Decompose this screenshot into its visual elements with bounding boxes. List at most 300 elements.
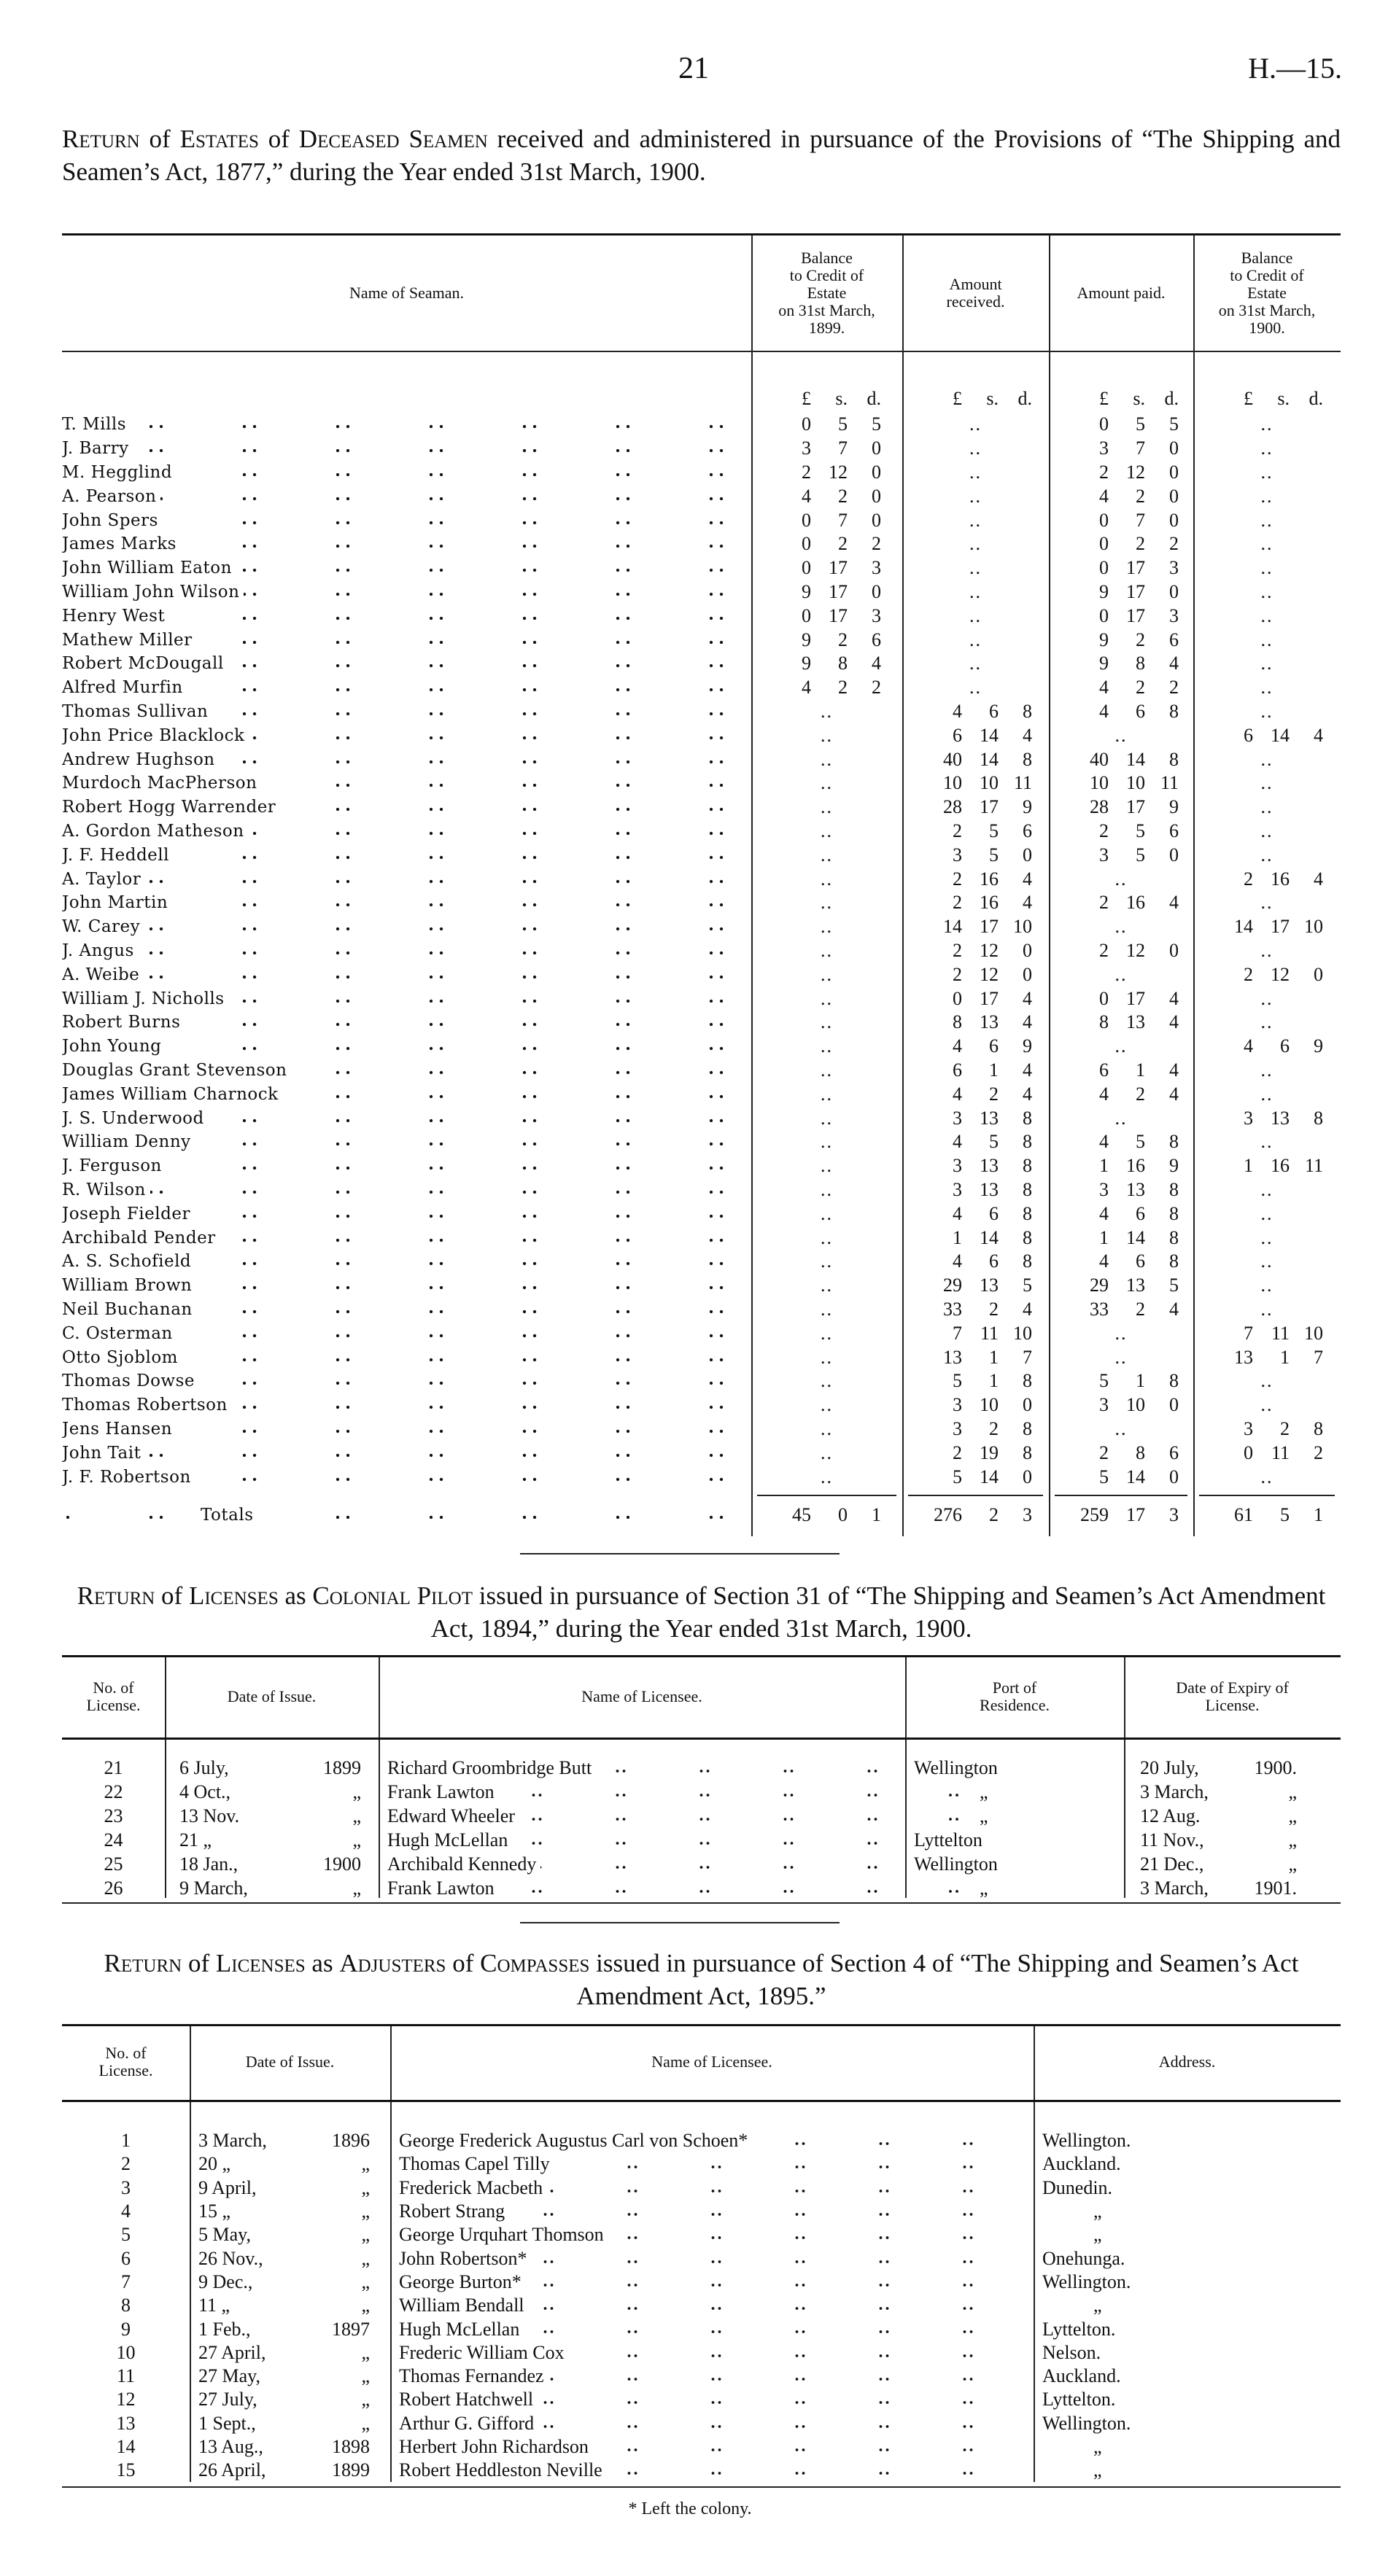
pounds: 0 <box>953 987 962 1009</box>
pence: 4 <box>1023 1298 1032 1320</box>
pounds: 29 <box>943 1275 962 1296</box>
shillings: 2 <box>989 1504 999 1525</box>
title-segment: received and administered in pursuance of the Provisions of “The Shipping and Seamen’s Act, 1877,” during the Year ended 31st March, 1900. <box>62 125 1341 186</box>
shillings: 5 <box>1136 413 1145 435</box>
title-segment: issued in pursuance of Section 4 of “The Shipping and Seamen’s Act Amendment Act, 1895.” <box>576 1949 1299 2010</box>
empty-amount: .. <box>1260 580 1274 602</box>
pounds: 3 <box>1099 1178 1109 1200</box>
licensee-name: John Robertson* <box>399 2248 532 2270</box>
issue-day-month: 6 July, <box>179 1756 229 1778</box>
port-of-residence: „ <box>980 1781 993 1803</box>
license-number: 13 <box>116 2412 136 2434</box>
expiry-year: 1901. <box>1254 1877 1297 1899</box>
pence: 4 <box>1169 1083 1179 1105</box>
empty-amount: .. <box>1260 700 1274 722</box>
pounds: 3 <box>953 1107 962 1129</box>
unit-label: d. <box>1309 388 1323 409</box>
pence: 2 <box>1314 1441 1323 1463</box>
shillings: 1 <box>989 1346 999 1368</box>
pounds: 3 <box>953 844 962 865</box>
issue-day-month: 13 Aug., <box>198 2436 263 2458</box>
pounds: 29 <box>1090 1275 1109 1296</box>
empty-amount: .. <box>821 1275 833 1296</box>
licensee-name: Frank Lawton <box>387 1877 499 1899</box>
empty-amount: .. <box>1115 1346 1128 1368</box>
licensee-name-cell <box>390 2247 1034 2270</box>
pounds: 0 <box>802 604 811 626</box>
pence: 4 <box>1023 868 1032 890</box>
empty-amount: .. <box>821 1083 833 1105</box>
pence: 8 <box>1169 1370 1179 1392</box>
unit-label: s. <box>1133 388 1145 409</box>
license-number: 7 <box>121 2270 131 2292</box>
shillings: 17 <box>1271 916 1290 938</box>
pounds: 7 <box>953 1322 962 1344</box>
empty-amount: .. <box>1260 437 1274 459</box>
pounds: 3 <box>953 1178 962 1200</box>
issue-year: 1896 <box>332 2130 370 2152</box>
title-segment: Compasses <box>480 1949 590 1977</box>
shillings: 14 <box>1271 724 1290 746</box>
pence: 0 <box>1023 939 1032 961</box>
pence: 10 <box>1304 1322 1323 1344</box>
shillings: 5 <box>989 820 999 841</box>
pounds: 9 <box>802 629 811 650</box>
pounds: 3 <box>953 1155 962 1177</box>
pounds: 3 <box>1099 1394 1109 1416</box>
date-of-issue <box>190 2176 390 2200</box>
pounds: 5 <box>953 1370 962 1392</box>
empty-amount: .. <box>821 916 833 938</box>
issue-year: 1900 <box>323 1853 361 1875</box>
seaman-name: Douglas Grant Stevenson <box>62 1061 291 1080</box>
pence: 5 <box>1169 413 1179 435</box>
seaman-name: J. Angus <box>62 941 139 960</box>
seaman-name: A. Weibe <box>62 965 144 984</box>
empty-amount: .. <box>821 748 833 770</box>
pounds: 4 <box>1099 700 1109 722</box>
pounds: 4 <box>953 1083 962 1105</box>
pence: 0 <box>1169 580 1179 602</box>
pence: 3 <box>872 604 881 626</box>
address <box>1034 2388 1341 2411</box>
pounds: 8 <box>953 1011 962 1033</box>
pounds: 4 <box>1099 1250 1109 1272</box>
pence: 1 <box>1314 1504 1323 1525</box>
expiry-year: „ <box>1288 1853 1297 1875</box>
shillings: 17 <box>1126 604 1145 626</box>
seaman-name: Archibald Pender <box>62 1229 220 1248</box>
address <box>1034 2435 1341 2459</box>
issue-year: „ <box>361 2365 370 2387</box>
address <box>1034 2129 1341 2152</box>
pence: 10 <box>1013 916 1032 938</box>
empty-amount: .. <box>969 580 982 602</box>
pence: 0 <box>872 461 881 483</box>
pounds: 40 <box>1090 748 1109 770</box>
pence: 0 <box>872 485 881 507</box>
pence: 0 <box>1023 1466 1032 1487</box>
pence: 4 <box>1314 724 1323 746</box>
header-col-1: Date of Issue. <box>245 2052 335 2071</box>
licensee-name-cell <box>390 2129 1034 2152</box>
pounds: 4 <box>953 1250 962 1272</box>
pence: 5 <box>1023 1275 1032 1296</box>
title-segment: of <box>139 125 180 153</box>
shillings: 13 <box>980 1155 999 1177</box>
pence: 0 <box>872 437 881 459</box>
address-text: Onehunga. <box>1042 2247 1125 2269</box>
table-row <box>62 2412 1341 2435</box>
shillings: 17 <box>980 916 999 938</box>
shillings: 17 <box>1126 1504 1145 1525</box>
header-col-1: Date of Issue. <box>227 1687 317 1705</box>
pounds: 5 <box>1099 1370 1109 1392</box>
header-bal1899: Balance to Credit of Estate on 31st March, 1899. <box>778 249 875 337</box>
licensee-name-cell <box>390 2294 1034 2317</box>
issue-year: „ <box>361 2341 370 2363</box>
unit-label: £ <box>1244 388 1253 409</box>
licensee-name: Archibald Kennedy <box>387 1853 540 1875</box>
pounds: 3 <box>1099 844 1109 865</box>
pence: 8 <box>1023 1417 1032 1439</box>
pence: 8 <box>1169 1202 1179 1224</box>
shillings: 2 <box>838 533 848 555</box>
expiry-day-month: 3 March, <box>1140 1781 1209 1802</box>
pence: 7 <box>1314 1346 1323 1368</box>
pounds: 0 <box>1244 1441 1253 1463</box>
issue-year: 1897 <box>332 2318 370 2340</box>
pence: 5 <box>1169 1275 1179 1296</box>
address-text: Auckland. <box>1042 2153 1121 2175</box>
unit-label: £ <box>802 388 811 409</box>
shillings: 14 <box>980 748 999 770</box>
pounds: 2 <box>953 1441 962 1463</box>
empty-amount: .. <box>821 1298 833 1320</box>
empty-amount: .. <box>821 1107 833 1129</box>
table-row <box>62 2247 1341 2270</box>
pounds: 6 <box>1244 724 1253 746</box>
pence: 4 <box>1023 1083 1032 1105</box>
pounds: 5 <box>953 1466 962 1487</box>
shillings: 13 <box>1126 1275 1145 1296</box>
shillings: 2 <box>1136 533 1145 555</box>
empty-amount: .. <box>1260 892 1274 914</box>
empty-amount: .. <box>821 963 833 985</box>
pence: 2 <box>1169 533 1179 555</box>
empty-amount: .. <box>969 533 982 555</box>
pence: 6 <box>1169 820 1179 841</box>
table-row <box>62 2223 1341 2246</box>
address <box>1034 2247 1341 2270</box>
pounds: 13 <box>1234 1346 1253 1368</box>
empty-amount: .. <box>821 1466 833 1487</box>
seaman-name: A. Taylor <box>62 870 145 889</box>
empty-amount: .. <box>969 604 982 626</box>
shillings: 14 <box>980 724 999 746</box>
pounds: 7 <box>1244 1322 1253 1344</box>
title-segment: Licenses <box>188 1581 279 1610</box>
pence: 8 <box>1023 1202 1032 1224</box>
pence: 4 <box>1169 1011 1179 1033</box>
shillings: 5 <box>1136 1131 1145 1153</box>
empty-amount: .. <box>1260 461 1274 483</box>
empty-amount: .. <box>1115 1035 1128 1057</box>
license-number: 25 <box>104 1853 123 1875</box>
issue-year: „ <box>361 2153 370 2175</box>
shillings: 16 <box>980 892 999 914</box>
unit-label: £ <box>1099 388 1109 409</box>
empty-amount: .. <box>1260 844 1274 865</box>
empty-amount: .. <box>1115 1107 1128 1129</box>
issue-day-month: 9 April, <box>198 2176 257 2198</box>
title-segment: of <box>446 1949 481 1977</box>
licensee-name: George Urquhart Thomson <box>399 2224 608 2246</box>
pounds: 259 <box>1080 1504 1109 1525</box>
issue-year: 1899 <box>323 1756 361 1778</box>
shillings: 11 <box>1271 1322 1290 1344</box>
shillings: 12 <box>1271 963 1290 985</box>
issue-day-month: 11 „ <box>198 2295 230 2316</box>
issue-day-month: 21 „ <box>179 1829 212 1851</box>
totals-label: Totals <box>201 1506 258 1525</box>
issue-day-month: 15 „ <box>198 2201 231 2222</box>
pounds: 4 <box>953 700 962 722</box>
pounds: 5 <box>1099 1466 1109 1487</box>
seaman-name: John Price Blacklock <box>62 726 249 745</box>
seaman-name: James William Charnock <box>62 1085 283 1104</box>
pence: 8 <box>1023 1155 1032 1177</box>
shillings: 17 <box>829 580 848 602</box>
date-of-issue <box>190 2247 390 2270</box>
license-number: 24 <box>104 1829 123 1851</box>
pounds: 8 <box>1099 1011 1109 1033</box>
shillings: 17 <box>829 557 848 579</box>
pounds: 2 <box>802 461 811 483</box>
expiry-year: „ <box>1288 1829 1297 1851</box>
shillings: 5 <box>1136 844 1145 865</box>
shillings: 13 <box>980 1178 999 1200</box>
licensee-name: Hugh McLellan <box>399 2319 524 2340</box>
shillings: 2 <box>1136 485 1145 507</box>
pounds: 4 <box>1099 677 1109 699</box>
address <box>1034 2412 1341 2435</box>
unit-label: d. <box>1017 388 1032 409</box>
seaman-name: James Marks <box>62 534 181 553</box>
seaman-name: John Martin <box>62 893 172 912</box>
pounds: 3 <box>953 1417 962 1439</box>
empty-amount: .. <box>969 437 982 459</box>
title-segment: of <box>155 1581 189 1610</box>
address <box>1034 2294 1341 2317</box>
title-segment: of <box>258 125 299 153</box>
shillings: 2 <box>1280 1417 1290 1439</box>
empty-amount: .. <box>969 653 982 674</box>
licensee-name: Robert Heddleston Neville <box>399 2459 607 2481</box>
seaman-name: Robert Burns <box>62 1013 185 1032</box>
address-text: Wellington. <box>1042 2412 1131 2434</box>
pounds: 9 <box>802 653 811 674</box>
issue-day-month: 27 July, <box>198 2389 257 2410</box>
table-row <box>62 2152 1341 2176</box>
title-segment: Return <box>62 125 140 153</box>
empty-amount: .. <box>1260 653 1274 674</box>
pence: 4 <box>1023 987 1032 1009</box>
pounds: 1 <box>1099 1155 1109 1177</box>
shillings: 1 <box>989 1370 999 1392</box>
pounds: 2 <box>953 939 962 961</box>
shillings: 12 <box>1126 939 1145 961</box>
empty-amount: .. <box>1260 1131 1274 1153</box>
pence: 0 <box>1169 939 1179 961</box>
empty-amount: .. <box>821 796 833 818</box>
shillings: 5 <box>1136 820 1145 841</box>
pounds: 2 <box>953 820 962 841</box>
pounds: 28 <box>943 796 962 818</box>
empty-amount: .. <box>1260 1370 1274 1392</box>
empty-amount: .. <box>1260 1226 1274 1248</box>
expiry-day-month: 11 Nov., <box>1140 1829 1204 1851</box>
pounds: 45 <box>792 1504 811 1525</box>
pence: 6 <box>872 629 881 650</box>
empty-amount: .. <box>1115 963 1128 985</box>
pounds: 4 <box>802 677 811 699</box>
shillings: 6 <box>1280 1035 1290 1057</box>
table-row <box>62 2317 1341 2340</box>
pounds: 0 <box>802 509 811 531</box>
pence: 0 <box>1169 461 1179 483</box>
issue-year: „ <box>352 1781 361 1802</box>
licensee-name: George Frederick Augustus Carl von Schoen* <box>399 2130 752 2152</box>
pence: 8 <box>1023 1107 1032 1129</box>
pounds: 4 <box>1099 485 1109 507</box>
address <box>1034 2200 1341 2223</box>
address-text: Lyttelton. <box>1042 2318 1116 2340</box>
address-text: Auckland. <box>1042 2365 1121 2387</box>
shillings: 13 <box>980 1275 999 1296</box>
shillings: 17 <box>1126 987 1145 1009</box>
empty-amount: .. <box>1260 1011 1274 1033</box>
empty-amount: .. <box>821 1417 833 1439</box>
issue-day-month: 13 Nov. <box>179 1805 240 1826</box>
seaman-name: J. Barry <box>62 439 133 458</box>
address-text: Nelson. <box>1042 2341 1101 2363</box>
address-text: „ <box>1093 2201 1102 2222</box>
license-number: 26 <box>104 1877 123 1899</box>
unit-label: £ <box>953 388 962 409</box>
pounds: 4 <box>1099 1202 1109 1224</box>
table-row <box>62 2388 1341 2411</box>
seaman-name: William John Wilson <box>62 583 244 602</box>
licensee-name-cell <box>390 2365 1034 2388</box>
shillings: 1 <box>1280 1346 1290 1368</box>
shillings: 2 <box>1136 1083 1145 1105</box>
header-paid: Amount paid. <box>1077 284 1166 302</box>
empty-amount: .. <box>1115 868 1128 890</box>
seaman-name: William Denny <box>62 1132 195 1151</box>
issue-year: „ <box>352 1829 361 1851</box>
seaman-name: John Spers <box>62 511 163 530</box>
unit-label: s. <box>986 388 999 409</box>
shillings: 2 <box>989 1298 999 1320</box>
seaman-name: J. F. Robertson <box>62 1468 195 1487</box>
shillings: 17 <box>829 604 848 626</box>
seaman-name: Thomas Dowse <box>62 1371 199 1390</box>
licensee-name: Edward Wheeler <box>387 1805 519 1827</box>
header-col-2: Name of Licensee. <box>651 2052 772 2071</box>
issue-day-month: 5 May, <box>198 2224 251 2246</box>
shillings: 2 <box>838 629 848 650</box>
seaman-name: Thomas Sullivan <box>62 702 212 721</box>
pounds: 0 <box>1099 533 1109 555</box>
shillings: 6 <box>989 1202 999 1224</box>
shillings: 16 <box>1271 1155 1290 1177</box>
shillings: 5 <box>1280 1504 1290 1525</box>
date-of-issue <box>190 2152 390 2176</box>
pounds: 3 <box>1099 437 1109 459</box>
seaman-name: Jens Hansen <box>62 1420 177 1439</box>
pounds: 13 <box>943 1346 962 1368</box>
date-of-issue <box>190 2435 390 2459</box>
shillings: 2 <box>989 1083 999 1105</box>
licensee-name-cell <box>390 2412 1034 2435</box>
pounds: 2 <box>1244 963 1253 985</box>
pounds: 33 <box>1090 1298 1109 1320</box>
empty-amount: .. <box>821 1178 833 1200</box>
issue-year: „ <box>361 2270 370 2292</box>
date-of-issue <box>190 2294 390 2317</box>
pence: 4 <box>1169 1059 1179 1081</box>
issue-day-month: 27 May, <box>198 2365 260 2387</box>
empty-amount: .. <box>821 868 833 890</box>
shillings: 7 <box>838 437 848 459</box>
licensee-name-cell <box>390 2176 1034 2200</box>
shillings: 13 <box>980 1107 999 1129</box>
shillings: 7 <box>838 509 848 531</box>
shillings: 2 <box>1136 677 1145 699</box>
header-col-0: No. of License. <box>86 1678 141 1714</box>
pounds: 4 <box>953 1202 962 1224</box>
pounds: 40 <box>943 748 962 770</box>
date-of-issue <box>190 2223 390 2246</box>
empty-amount: .. <box>969 485 982 507</box>
table-row <box>62 2129 1341 2152</box>
empty-amount: .. <box>821 724 833 746</box>
expiry-day-month: 12 Aug. <box>1140 1805 1201 1826</box>
shillings: 6 <box>1136 1250 1145 1272</box>
license-number: 23 <box>104 1805 123 1826</box>
pence: 8 <box>1314 1107 1323 1129</box>
pence: 7 <box>1023 1346 1032 1368</box>
seaman-name: William Brown <box>62 1276 196 1295</box>
shillings: 17 <box>1126 580 1145 602</box>
empty-amount: .. <box>821 1131 833 1153</box>
shillings: 12 <box>829 461 848 483</box>
issue-day-month: 18 Jan., <box>179 1853 239 1875</box>
expiry-year: „ <box>1288 1781 1297 1802</box>
issue-year: „ <box>361 2295 370 2316</box>
pounds: 0 <box>1099 987 1109 1009</box>
empty-amount: .. <box>1115 724 1128 746</box>
seaman-name: T. Mills <box>62 415 131 434</box>
issue-day-month: 20 „ <box>198 2153 231 2175</box>
shillings: 5 <box>989 1131 999 1153</box>
pence: 8 <box>1023 1178 1032 1200</box>
shillings: 12 <box>1126 461 1145 483</box>
licensee-name: William Bendall <box>399 2295 529 2316</box>
licensee-name-cell <box>390 2317 1034 2340</box>
empty-amount: .. <box>821 820 833 841</box>
